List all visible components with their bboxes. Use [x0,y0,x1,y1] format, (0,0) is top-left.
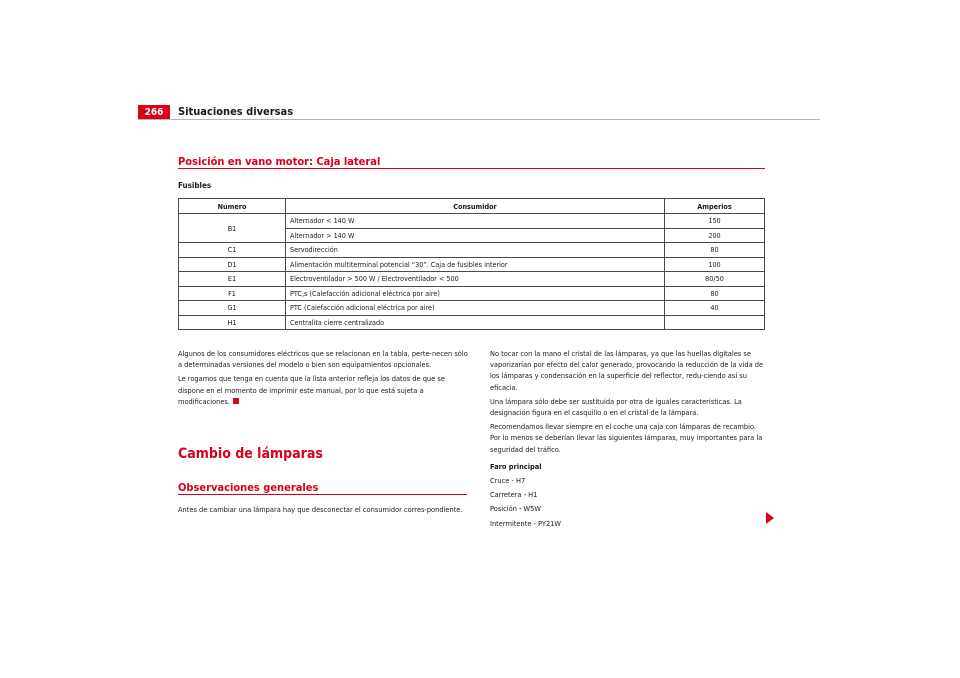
body-paragraph: Antes de cambiar una lámpara hay que desconectar el consumidor corres-pondiente. [178,505,463,514]
lamp-heading: Faro principal [490,461,542,471]
page-number: 266 [138,105,170,120]
header-divider [138,119,820,120]
chapter-title: Cambio de lámparas [178,446,323,462]
general-notes-text [178,504,470,518]
cell-number: D1 [179,257,286,272]
cell-number: E1 [179,272,286,287]
cell-consumer: Alternador < 140 W [286,214,665,229]
table-row [179,272,765,287]
table-row [179,243,765,258]
table-row [179,214,765,229]
cell-amperes: 80 [665,286,765,301]
note-paragraph: Algunos de los consumidores eléctricos que se relacionan en la tabla, perte-necen sólo a determinadas versiones del modelo o bien son equipamientos opcionales. [178,349,468,370]
cell-consumer: PTC,s (Calefacción adicional eléctrica por aire) [286,286,665,301]
table-row [179,301,765,316]
section-title-general-notes: Observaciones generales [178,481,319,494]
lamp-item: Carretera - H1 [490,490,538,500]
section-divider [178,494,467,495]
cell-amperes: 40 [665,301,765,316]
cell-amperes: 150 [665,214,765,229]
cell-amperes: 200 [665,228,765,243]
lamp-item: Cruce - H7 [490,476,526,486]
cell-consumer: Centralita cierre centralizado [286,315,665,330]
fuse-table [178,198,765,330]
cell-consumer: Servodirección [286,243,665,258]
table-row [179,286,765,301]
continue-arrow-icon [766,512,774,524]
table-row [179,257,765,272]
cell-amperes: 80 [665,243,765,258]
fuses-label: Fusibles [178,181,212,190]
cell-number: F1 [179,286,286,301]
end-of-section-icon [233,398,239,404]
section-divider [178,168,765,169]
column-header-amperes: Amperios [665,199,765,214]
table-row [179,315,765,330]
right-column [490,348,766,532]
section-title-fuse-box: Posición en vano motor: Caja lateral [178,155,381,168]
cell-amperes: 80/50 [665,272,765,287]
body-paragraph: No tocar con la mano el cristal de las lámparas, ya que las huellas digitales se vaporizarían por efecto del calor generado, provocando la reducción de la vida de los lámparas y condensación en la superficie del reflector, redu-ciendo así su eficacia. [490,349,764,392]
body-paragraph: Una lámpara sólo debe ser sustituida por otra de iguales características. La designación figura en el casquillo o en el cristal de la lámpara. [490,396,742,418]
column-header-consumer: Consumidor [286,199,665,214]
cell-amperes [665,315,765,330]
cell-number: C1 [179,243,286,258]
table-notes [178,348,470,410]
cell-number: B1 [179,214,286,243]
note-paragraph-with-end [178,373,470,407]
note-paragraph-text: Le rogamos que tenga en cuenta que la lista anterior refleja los datos de que se dispone en el momento de imprimir este manual, por lo que está sujeta a modificaciones. [178,374,445,406]
cell-amperes: 100 [665,257,765,272]
body-paragraph: Recomendamos llevar siempre en el coche una caja con lámparas de recambio. Por lo menos se deberían llevar las siguientes lámparas, muy importantes para la seguridad del tráfico. [490,422,763,454]
cell-consumer: Alternador > 140 W [286,228,665,243]
column-header-number: Número [179,199,286,214]
cell-consumer: Alimentación multiterminal potencial “30”. Caja de fusibles interior [286,257,665,272]
table-header-row [179,199,765,214]
lamp-item: Posición - W5W [490,504,541,514]
cell-consumer: PTC (Calefacción adicional eléctrica por aire) [286,301,665,316]
cell-consumer: Electroventilador > 500 W / Electroventilador < 500 [286,272,665,287]
lamp-item: Intermitente - PY21W [490,518,561,528]
cell-number: G1 [179,301,286,316]
header-title: Situaciones diversas [178,105,294,118]
cell-number: H1 [179,315,286,330]
